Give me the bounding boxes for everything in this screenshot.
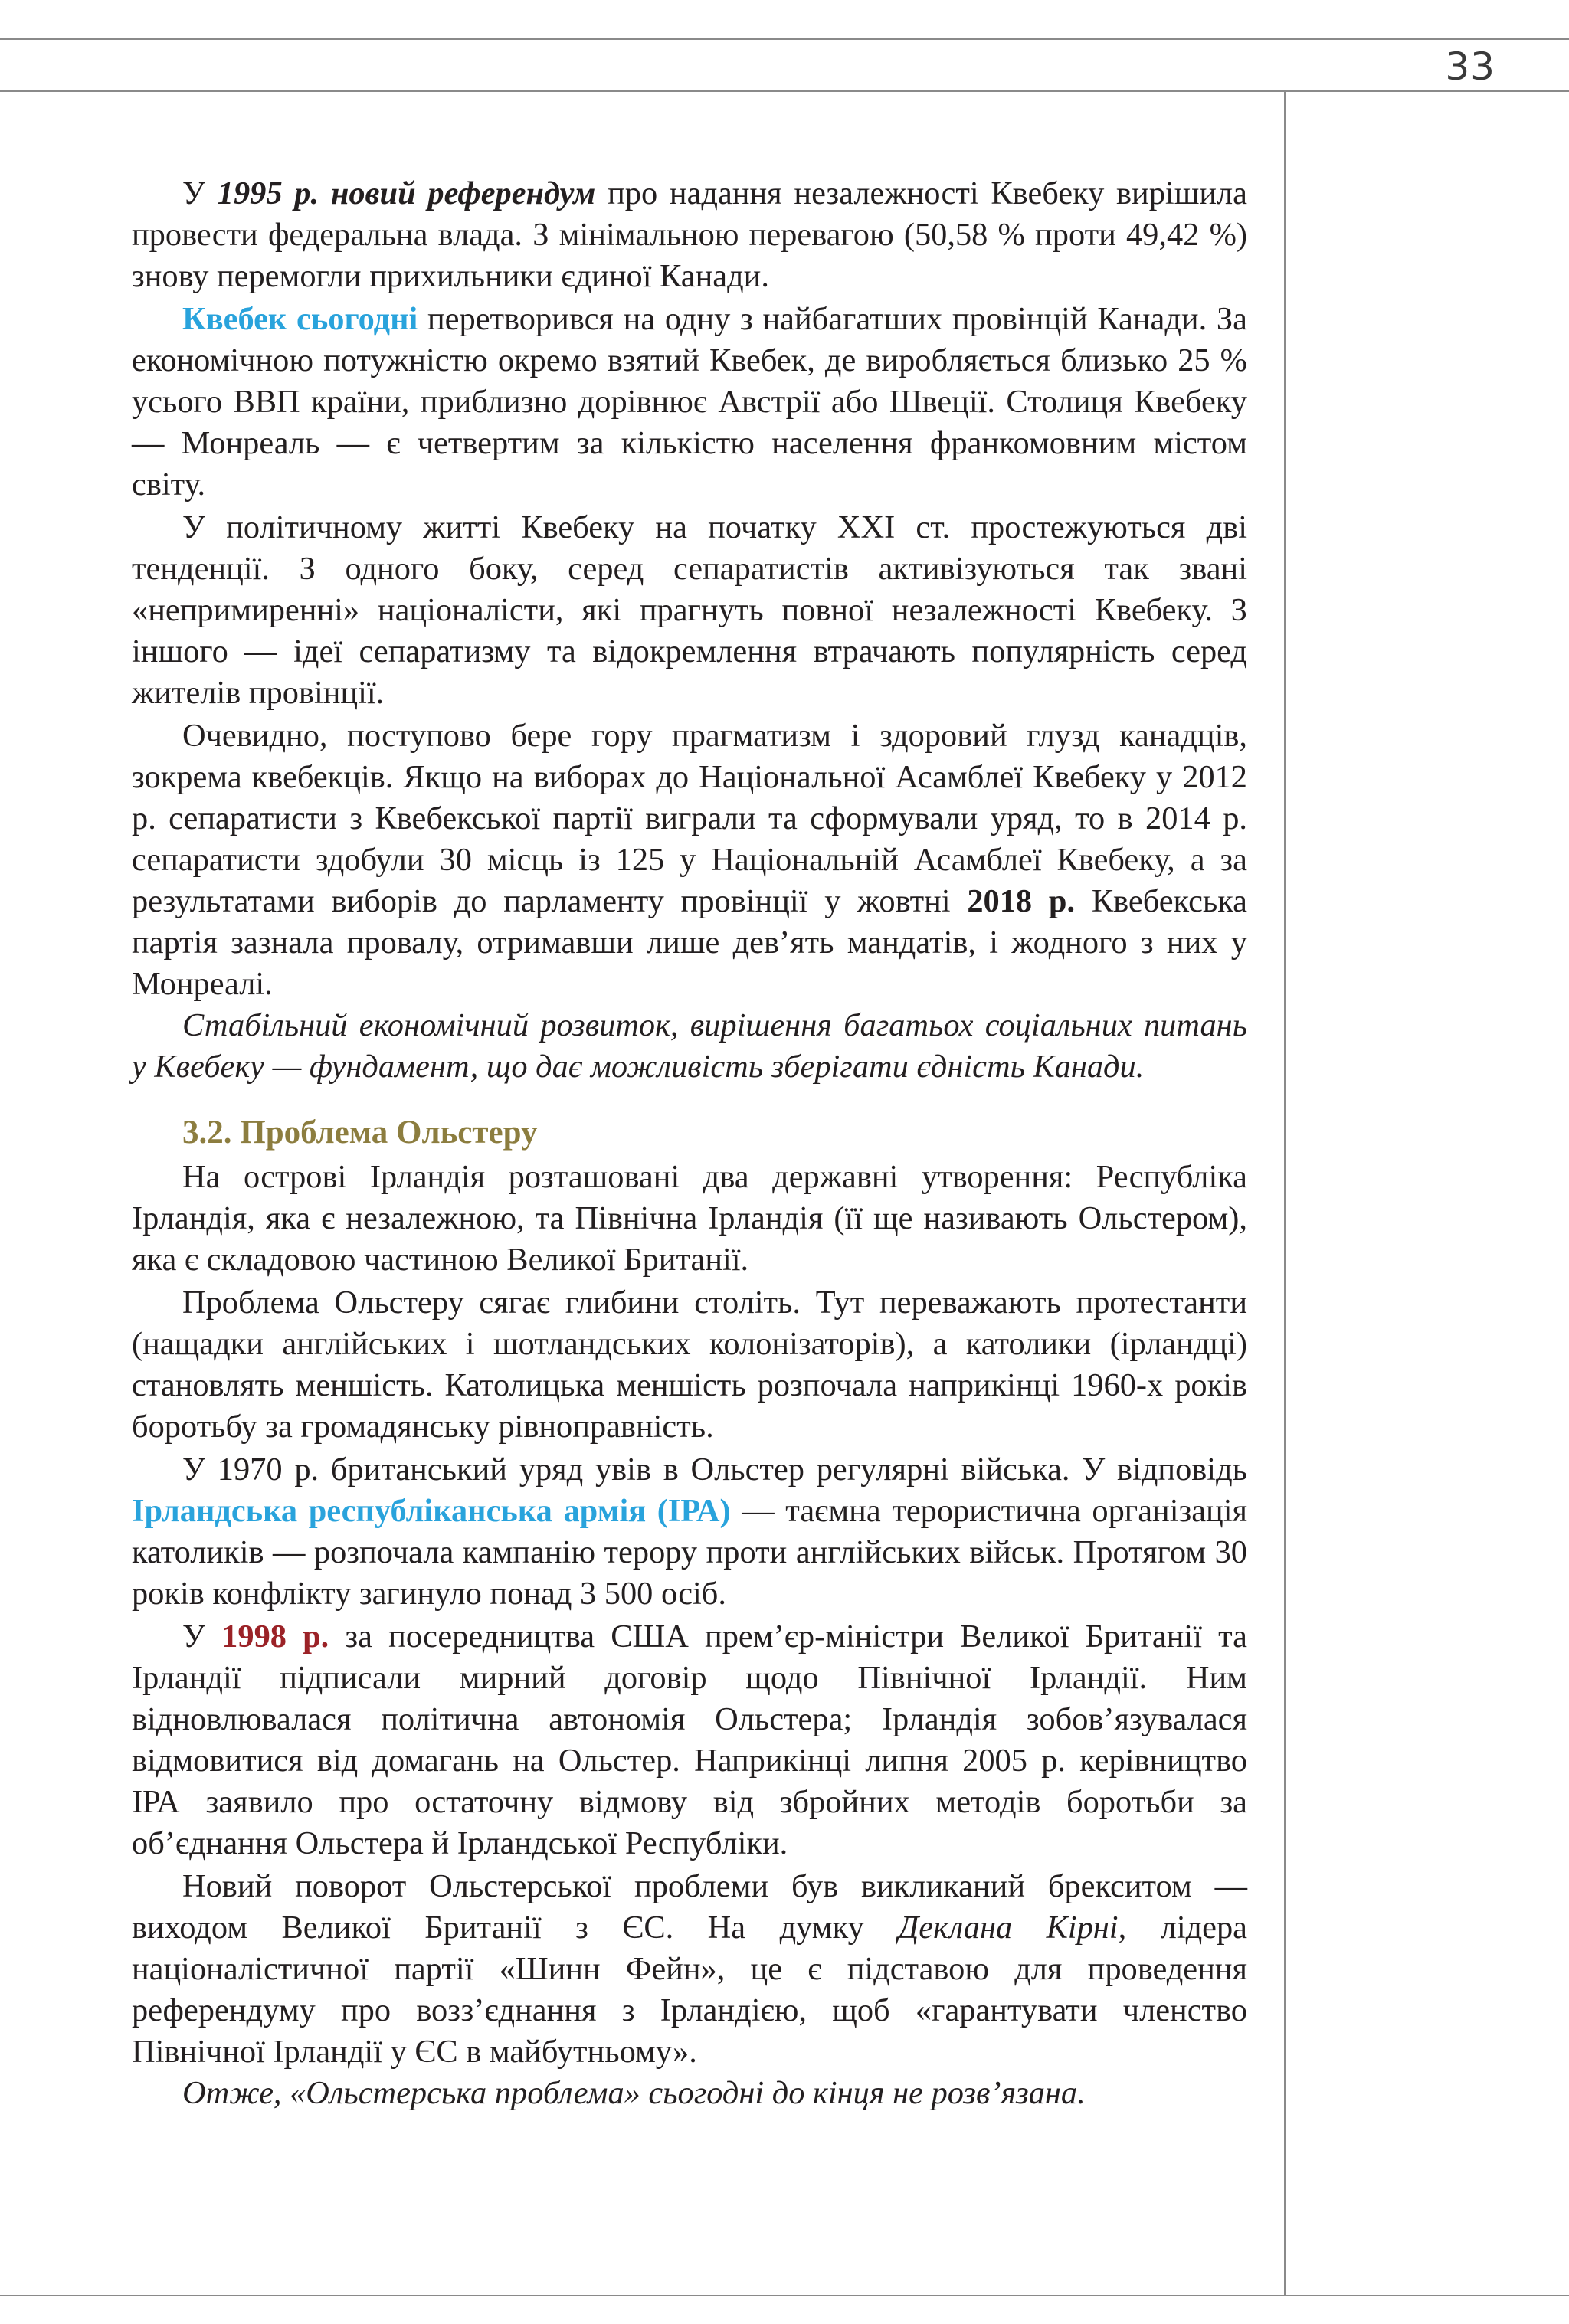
emphasis-referendum: 1995 р. новий референдум — [217, 175, 596, 211]
paragraph-quebec-today: Квебек сьогодні перетворився на одну з найбагатших провінцій Канади. За економічною потужністю окремо взятий Квебек, де виробляється близько 25 % усього ВВП країни, приблизно дорівнює Австрії або Швеції. Столиця Квебеку — Монреаль — є четвертим за кількістю населення франкомовним містом світу. — [132, 301, 1247, 502]
conclusion-ulster: Отже, «Ольстерська проблема» сьогодні до кінця не розв’язана. — [182, 2075, 1086, 2111]
bottom-rule — [0, 2295, 1569, 2296]
margin-rule — [1284, 90, 1286, 2295]
paragraph-ulster-ira: У 1970 р. британський уряд увів в Ольстер регулярні війська. У відповідь Ірландська республіканська армія (ІРА) — таємна терористична організація католиків — розпочала кампанію терору проти англійських військ. Протягом 30 років конфлікту загинуло понад 3 500 осіб. — [132, 1452, 1247, 1612]
paragraph-quebec-elections: Очевидно, поступово бере гору прагматизм і здоровий глузд канадців, зокрема квебекців. Якщо на виборах до Національної Асамблеї Квебеку у 2012 р. сепаратисти з Квебекської партії виграли та сформували уряд, то в 2014 р. сепаратисти здобули 30 місць із 125 у Національній Асамблеї Квебеку, а за результатами виборів до парламенту провінції у жовтні 2018 р. Квебекська партія зазнала провалу, отримавши лише дев’ять мандатів, і жодного з них у Монреалі. — [132, 718, 1247, 1002]
page-number: 33 — [1445, 44, 1495, 89]
section-heading-ulster: 3.2. Проблема Ольстеру — [182, 1115, 538, 1151]
header-rule — [0, 90, 1569, 92]
paragraph-quebec-referendum: У 1995 р. новий референдум про надання незалежності Квебеку вирішила провести федеральна влада. З мінімальною перевагою (50,58 % проти 49,42 %) знову перемогли прихильники єдиної Канади. — [132, 175, 1247, 294]
paragraph-ulster-history: Проблема Ольстеру сягає глибини століть. Тут переважають протестанти (нащадки англійських і шотландських колонізаторів), а католики (ірландці) становлять меншість. Католицька меншість розпочала наприкінці 1960-х років боротьбу за громадянську рівноправність. — [132, 1285, 1247, 1445]
date-2018: 2018 р. — [967, 883, 1076, 919]
date-1998: 1998 р. — [221, 1619, 329, 1655]
paragraph-quebec-politics: У політичному житті Квебеку на початку XXI ст. простежуються дві тенденції. З одного боку, серед сепаратистів активізуються так звані «непримиренні» націоналісти, які прагнуть повної незалежності Квебеку. З іншого — ідеї сепаратизму та відокремлення втрачають популярність серед жителів провінції. — [132, 509, 1247, 711]
top-rule — [0, 38, 1569, 40]
conclusion-quebec: Стабільний економічний розвиток, вирішення багатьох соціальних питань у Квебеку — фундамент, що дає можливість зберігати єдність Канади. — [132, 1007, 1247, 1085]
paragraph-ulster-intro: На острові Ірландія розташовані два державні утворення: Республіка Ірландія, яка є незалежною, та Північна Ірландія (її ще називають Ольстером), яка є складовою частиною Великої Британії. — [132, 1159, 1247, 1278]
page-body — [132, 173, 1247, 2114]
paragraph-ulster-brexit: Новий поворот Ольстерської проблеми був викликаний брекситом — виходом Великої Британії з ЄС. На думку Деклана Кірні, лідера націоналістичної партії «Шинн Фейн», це є підставою для проведення референдуму про возз’єднання з Ірландією, щоб «гарантувати членство Північної Ірландії у ЄС в майбутньому». — [132, 1868, 1247, 2070]
term-ira: Ірландська республіканська армія (ІРА) — [132, 1493, 731, 1529]
paragraph-ulster-1998: У 1998 р. за посередництва США прем’єр-міністри Великої Британії та Ірландії підписали мирний договір щодо Північної Ірландії. Ним відновлювалася політична автономія Ольстера; Ірландія зобов’язувалася відмовитися від домагань на Ольстер. Наприкінці липня 2005 р. керівництво ІРА заявило про остаточну відмову від збройних методів боротьби за об’єднання Ольстера й Ірландської Республіки. — [132, 1619, 1247, 1861]
term-quebec-today: Квебек сьогодні — [182, 301, 418, 337]
name-declan-kearney: Деклана Кірні — [898, 1910, 1119, 1946]
